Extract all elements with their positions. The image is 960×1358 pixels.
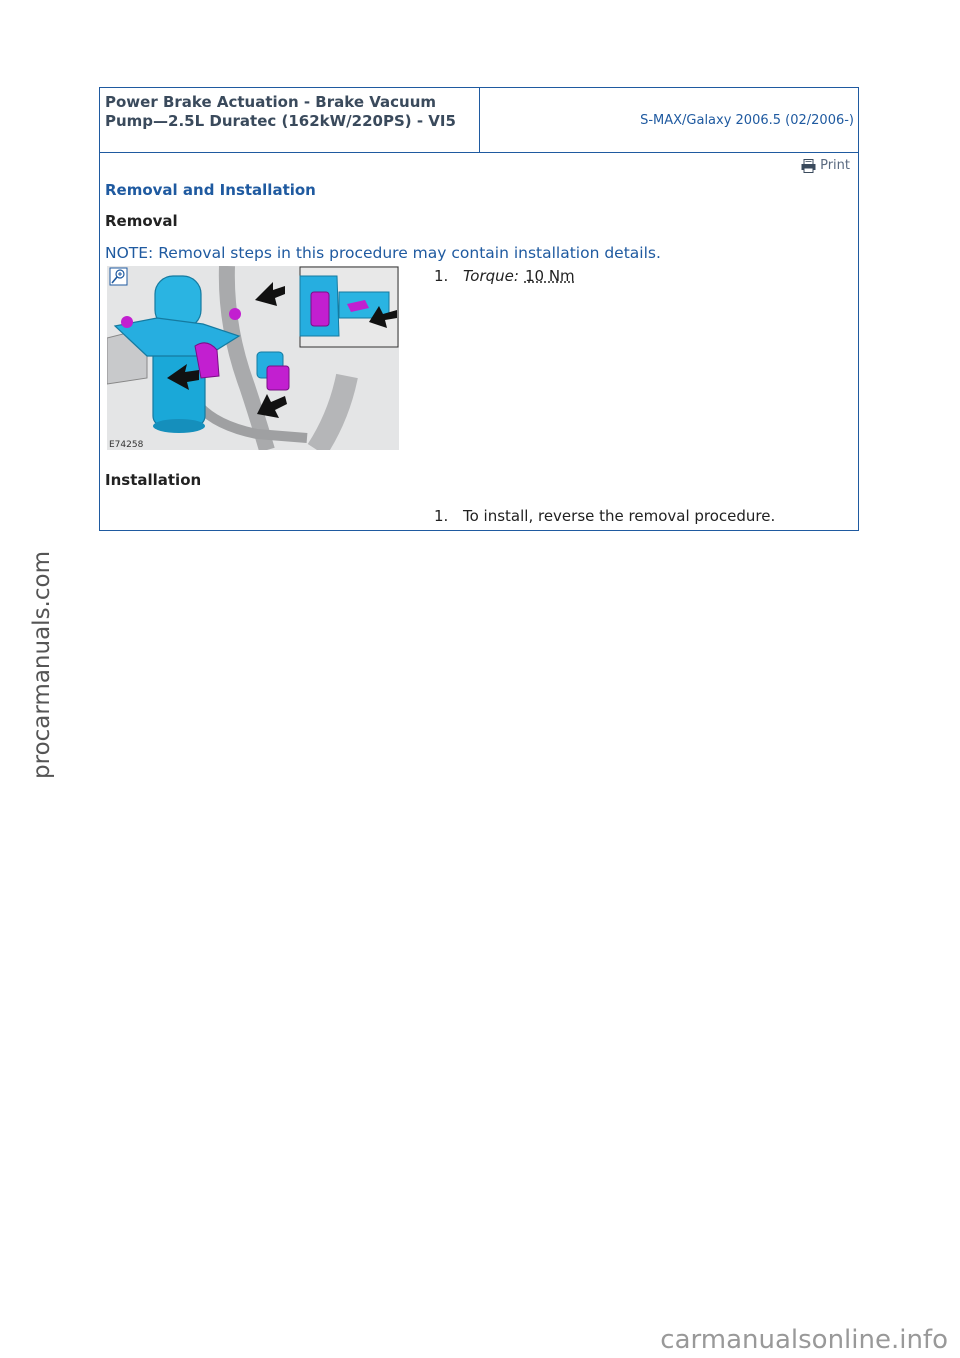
- step-text: To install, reverse the removal procedure.: [463, 507, 776, 525]
- header-row: [100, 88, 858, 153]
- vehicle-model: S-MAX/Galaxy 2006.5 (02/2006-): [640, 113, 854, 128]
- procedure-illustration[interactable]: [107, 266, 399, 450]
- watermark-left: procarmanuals.com: [29, 551, 55, 779]
- print-button[interactable]: [801, 158, 850, 173]
- procedure-frame: [99, 87, 859, 531]
- watermark-bottom: carmanualsonline.info: [660, 1325, 948, 1355]
- torque-label: Torque:: [463, 267, 519, 285]
- removal-step: [434, 267, 575, 285]
- torque-value[interactable]: 10 Nm: [524, 267, 575, 285]
- printer-icon: [801, 159, 816, 173]
- print-label: Print: [820, 158, 850, 173]
- figure-code: E74258: [109, 440, 144, 450]
- step-number: 1.: [434, 507, 449, 525]
- removal-heading: Removal: [105, 212, 178, 230]
- installation-heading: Installation: [105, 471, 202, 489]
- removal-note: NOTE: Removal steps in this procedure may contain installation details.: [105, 244, 661, 262]
- step-number: 1.: [434, 267, 449, 285]
- zoom-icon[interactable]: [110, 268, 127, 285]
- section-title: Removal and Installation: [105, 181, 316, 199]
- installation-step: [434, 507, 775, 525]
- illustration-drawing: [107, 266, 399, 450]
- header-divider: [479, 88, 480, 152]
- page-title: Power Brake Actuation - Brake Vacuum Pump—2.5L Duratec (162kW/220PS) - VI5: [105, 93, 456, 130]
